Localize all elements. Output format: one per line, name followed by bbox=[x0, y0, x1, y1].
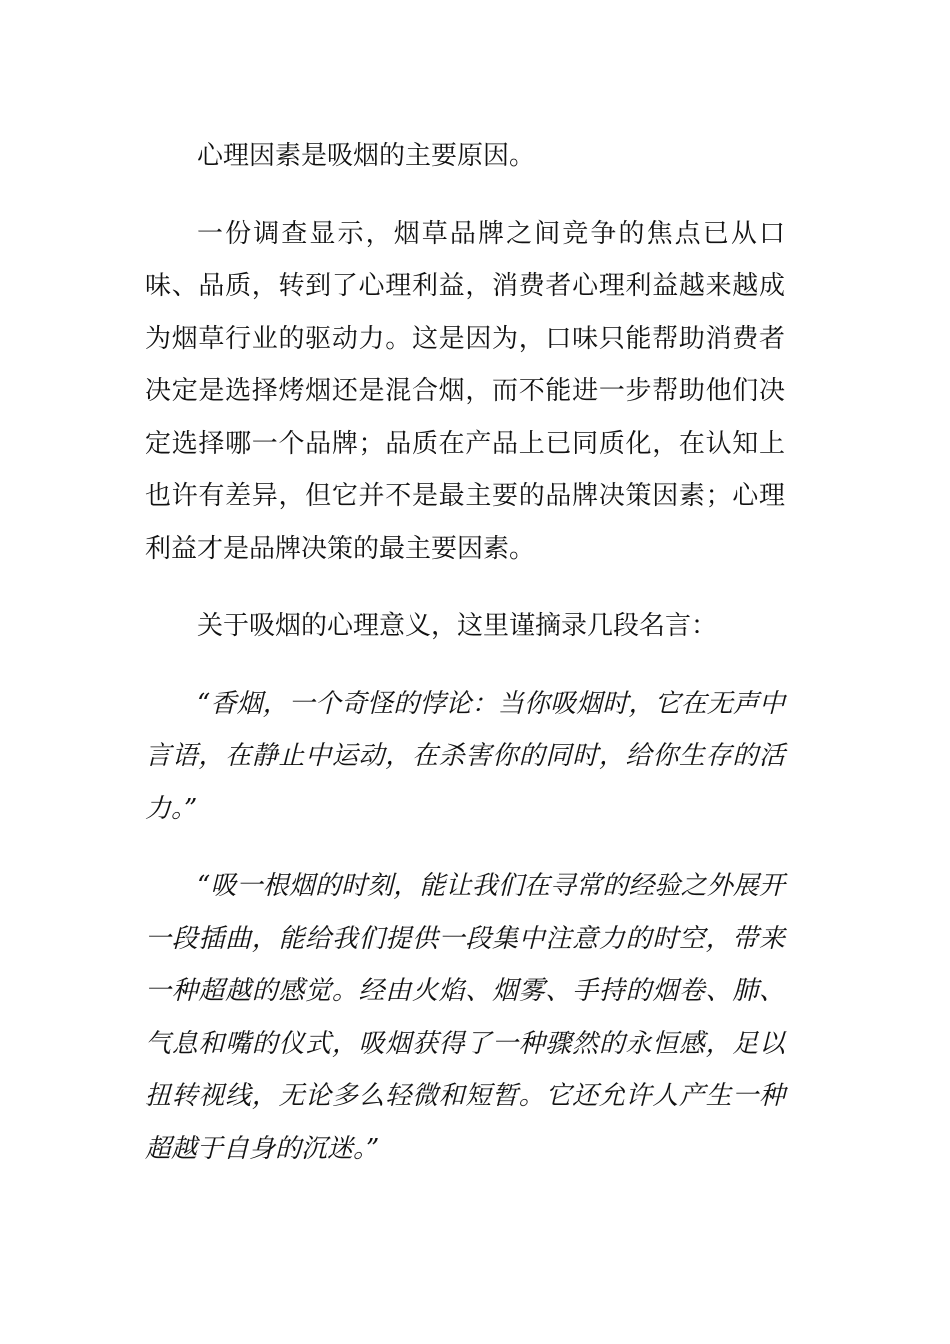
quote-cigarette-paradox: “香烟，一个奇怪的悖论：当你吸烟时，它在无声中言语，在静止中运动，在杀害你的同时，给你生存的活力。” bbox=[145, 688, 785, 824]
paragraph-survey: 一份调查显示，烟草品牌之间竞争的焦点已从口味、品质，转到了心理利益，消费者心理利益越来越成为烟草行业的驱动力。这是因为，口味只能帮助消费者决定是选择烤烟还是混合烟，而不能进一步帮助他们决定选择哪一个品牌；品质在产品上已同质化，在认知上也许有差异，但它并不是最主要的品牌决策因素；心理利益才是品牌决策的最主要因素。 bbox=[145, 218, 785, 564]
quote-moment-of-smoking: “吸一根烟的时刻，能让我们在寻常的经验之外展开一段插曲，能给我们提供一段集中注意力的时空，带来一种超越的感觉。经由火焰、烟雾、手持的烟卷、肺、气息和嘴的仪式，吸烟获得了一种骤然的永恒感，足以扭转视线，无论多么轻微和短暂。它还允许人产生一种超越于自身的沉迷。” bbox=[145, 871, 785, 1164]
paragraph-psychological-factor: 心理因素是吸烟的主要原因。 bbox=[197, 141, 536, 171]
document-body bbox=[145, 130, 785, 1200]
paragraph-quotes-intro: 关于吸烟的心理意义，这里谨摘录几段名言： bbox=[197, 611, 718, 641]
